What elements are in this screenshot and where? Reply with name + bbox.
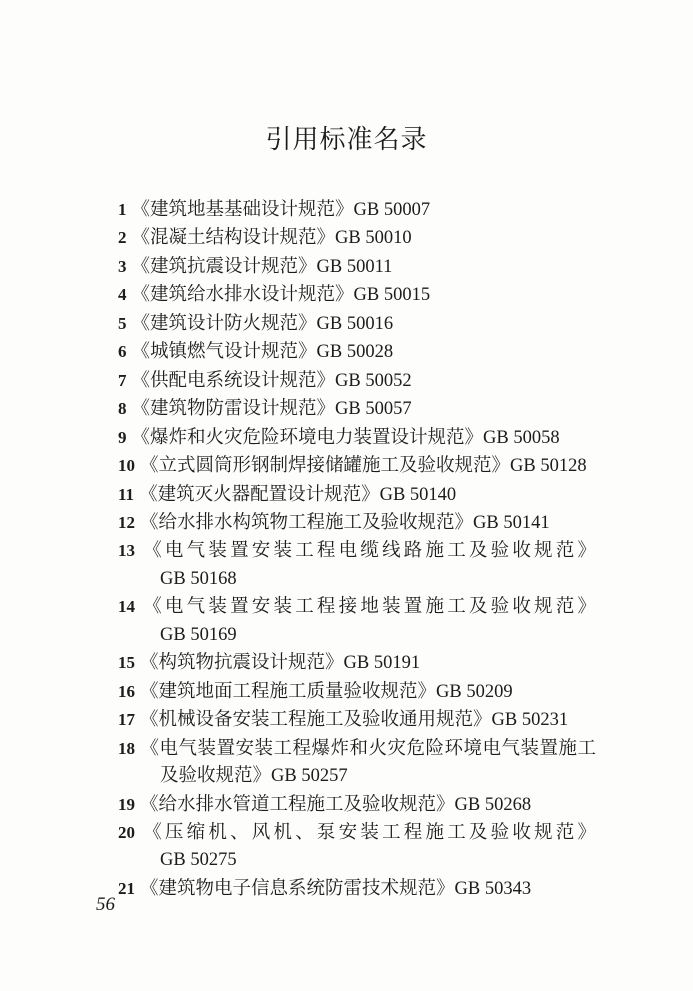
standard-code: GB 50028 bbox=[316, 342, 394, 363]
page-number: 56 bbox=[96, 894, 115, 915]
item-number: 5 bbox=[118, 313, 127, 333]
standard-code: GB 50052 bbox=[335, 370, 412, 391]
reference-item bbox=[118, 706, 596, 734]
item-number: 13 bbox=[118, 541, 135, 561]
reference-item bbox=[118, 281, 596, 309]
reference-item bbox=[118, 875, 596, 903]
standard-name: 《建筑物防雷设计规范》 bbox=[131, 399, 336, 420]
reference-item bbox=[118, 338, 596, 366]
item-number: 16 bbox=[118, 681, 135, 701]
item-number: 14 bbox=[118, 597, 135, 617]
standard-code: GB 50016 bbox=[316, 313, 394, 334]
standard-code: GB 50140 bbox=[379, 484, 457, 505]
standard-name: 《建筑给水排水设计规范》 bbox=[131, 285, 354, 306]
item-number: 9 bbox=[118, 427, 127, 447]
standard-name: 《压缩机、风机、泵安装工程施工及验收规范》 bbox=[140, 822, 596, 843]
standard-code: GB 50257 bbox=[271, 766, 348, 787]
reference-item bbox=[118, 196, 596, 224]
reference-item bbox=[118, 395, 596, 423]
standard-code: GB 50057 bbox=[335, 399, 412, 420]
standard-name: 《电气装置安装工程电缆线路施工及验收规范》 bbox=[140, 541, 596, 562]
standard-name: 《构筑物抗震设计规范》 bbox=[140, 653, 344, 674]
reference-item bbox=[118, 452, 596, 480]
standard-name: 《供配电系统设计规范》 bbox=[131, 370, 336, 391]
standard-name: 《机械设备安装工程施工及验收通用规范》 bbox=[140, 710, 492, 731]
reference-item bbox=[118, 481, 596, 509]
standard-name: 《混凝土结构设计规范》 bbox=[131, 228, 336, 249]
standard-code: GB 50343 bbox=[454, 878, 532, 899]
standard-name: 《建筑设计防火规范》 bbox=[131, 313, 317, 334]
standard-name: 《电气装置安装工程接地装置施工及验收规范》 bbox=[140, 597, 596, 618]
item-number: 8 bbox=[118, 399, 127, 419]
reference-item bbox=[118, 537, 596, 593]
standard-name: 《城镇燃气设计规范》 bbox=[131, 342, 317, 363]
reference-item bbox=[118, 310, 596, 338]
standard-code: GB 50010 bbox=[335, 228, 412, 249]
standard-code: GB 50011 bbox=[316, 256, 393, 277]
standard-code: GB 50168 bbox=[160, 568, 237, 589]
item-number: 1 bbox=[118, 200, 127, 219]
reference-item bbox=[118, 367, 596, 395]
reference-item bbox=[118, 593, 596, 649]
standard-name: 《给水排水管道工程施工及验收规范》 bbox=[140, 794, 455, 815]
standard-name: 《建筑地面工程施工质量验收规范》 bbox=[140, 681, 437, 702]
item-number: 12 bbox=[118, 512, 135, 532]
standard-code: GB 50191 bbox=[343, 653, 421, 674]
reference-item bbox=[118, 509, 596, 537]
standard-code: GB 50058 bbox=[483, 427, 560, 448]
item-number: 3 bbox=[118, 256, 127, 276]
standard-name: 《建筑灭火器配置设计规范》 bbox=[139, 484, 380, 505]
standard-name: 《建筑物电子信息系统防雷技术规范》 bbox=[140, 878, 455, 899]
item-number: 4 bbox=[118, 285, 127, 305]
page-title: 引用标准名录 bbox=[265, 125, 428, 154]
reference-item bbox=[118, 224, 596, 252]
standard-name: 《给水排水构筑物工程施工及验收规范》 bbox=[140, 512, 474, 533]
standard-name: 《爆炸和火灾危险环境电力装置设计规范》 bbox=[131, 427, 484, 448]
reference-item bbox=[118, 253, 596, 281]
item-number: 18 bbox=[118, 738, 135, 758]
reference-list bbox=[118, 196, 596, 903]
standard-code: GB 50007 bbox=[353, 200, 431, 220]
standard-code: GB 50128 bbox=[510, 456, 587, 477]
item-number: 7 bbox=[118, 370, 127, 390]
standard-code: GB 50141 bbox=[473, 512, 550, 533]
reference-item bbox=[118, 649, 596, 677]
reference-item bbox=[118, 819, 596, 875]
reference-item bbox=[118, 678, 596, 706]
standard-name: 《立式圆筒形钢制焊接储罐施工及验收规范》 bbox=[140, 456, 511, 477]
reference-item bbox=[118, 424, 596, 452]
item-number: 10 bbox=[118, 456, 135, 476]
standard-code: GB 50275 bbox=[160, 850, 237, 871]
item-number: 11 bbox=[118, 484, 135, 504]
item-number: 17 bbox=[118, 710, 135, 730]
item-number: 20 bbox=[118, 822, 135, 842]
item-number: 21 bbox=[118, 878, 135, 898]
standard-code: GB 50015 bbox=[353, 285, 431, 306]
item-number: 2 bbox=[118, 228, 127, 248]
standard-code: GB 50268 bbox=[454, 794, 532, 815]
item-number: 15 bbox=[118, 653, 135, 673]
reference-item bbox=[118, 735, 596, 791]
item-number: 6 bbox=[118, 342, 127, 362]
standard-name: 《建筑地基基础设计规范》 bbox=[131, 200, 354, 220]
standard-code: GB 50209 bbox=[436, 681, 513, 702]
item-number: 19 bbox=[118, 794, 135, 814]
reference-item bbox=[118, 791, 596, 819]
standard-code: GB 50169 bbox=[160, 624, 237, 645]
standard-code: GB 50231 bbox=[491, 710, 569, 731]
standard-name: 《建筑抗震设计规范》 bbox=[131, 256, 317, 277]
standard-name: 《电气装置安装工程爆炸和火灾危险环境电气装置施工及验收规范》 bbox=[140, 738, 596, 787]
